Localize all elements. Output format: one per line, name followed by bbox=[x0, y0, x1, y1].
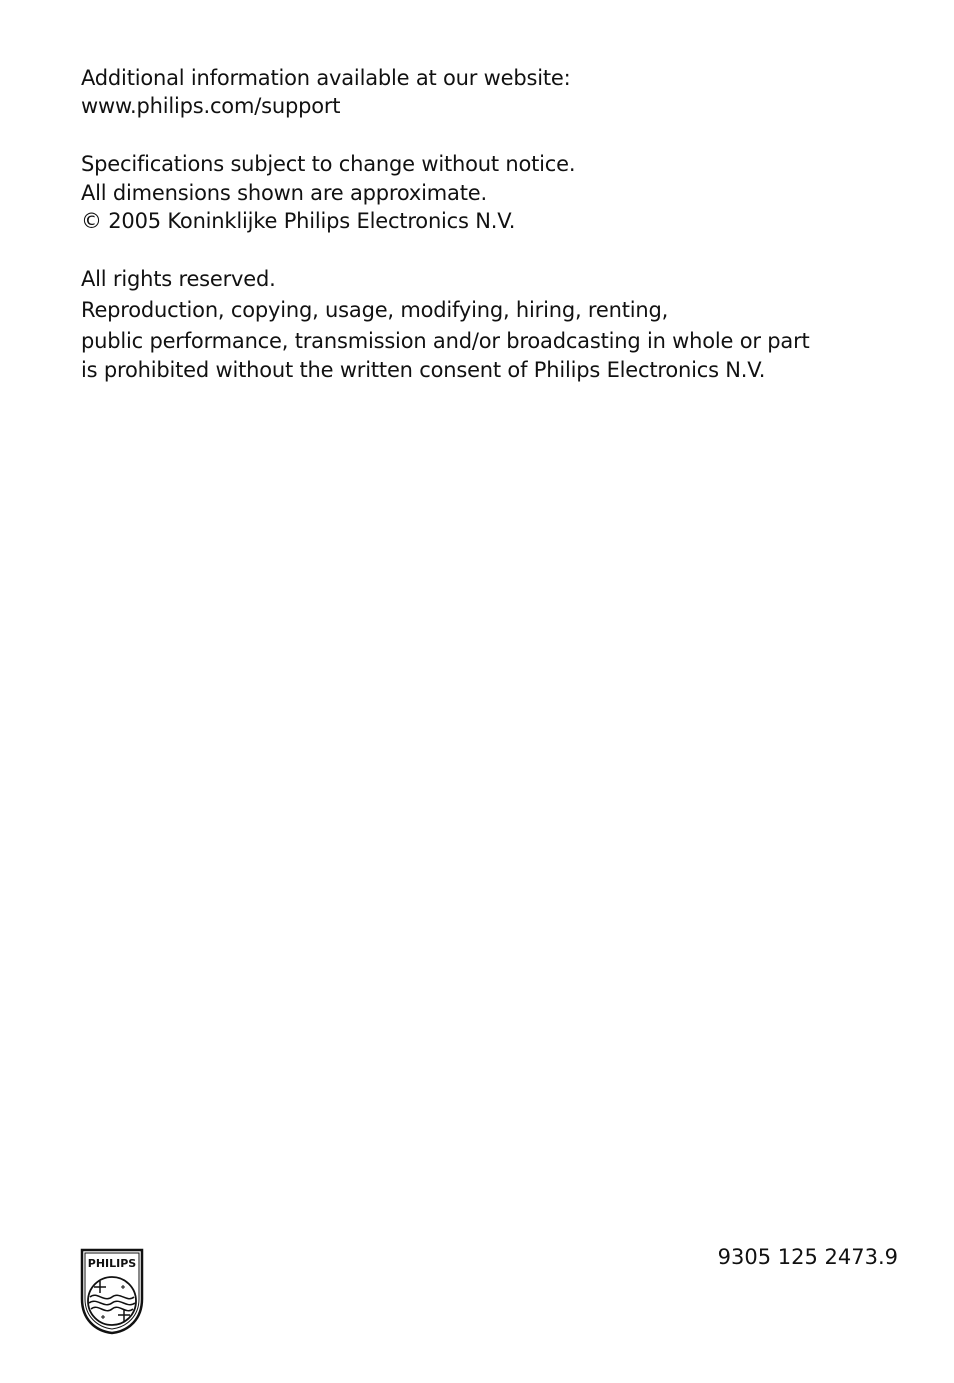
rights-reserved-line: All rights reserved. bbox=[81, 267, 276, 291]
dimensions-line: All dimensions shown are approximate. bbox=[81, 181, 487, 205]
svg-text:PHILIPS: PHILIPS bbox=[87, 1257, 137, 1270]
philips-shield-icon bbox=[79, 1247, 145, 1335]
specifications-line: Specifications subject to change without notice. bbox=[81, 152, 576, 176]
document-code: 9305 125 2473.9 bbox=[717, 1245, 898, 1269]
website-info-line: Additional information available at our website: bbox=[81, 66, 571, 90]
rights-detail-line: Reproduction, copying, usage, modifying, hiring, renting, bbox=[81, 298, 669, 322]
website-url: www.philips.com/support bbox=[81, 94, 341, 118]
rights-detail-line: public performance, transmission and/or broadcasting in whole or part bbox=[81, 329, 810, 353]
rights-detail-line: is prohibited without the written consent of Philips Electronics N.V. bbox=[81, 358, 766, 382]
copyright-line: © 2005 Koninklijke Philips Electronics N.V. bbox=[81, 209, 516, 233]
